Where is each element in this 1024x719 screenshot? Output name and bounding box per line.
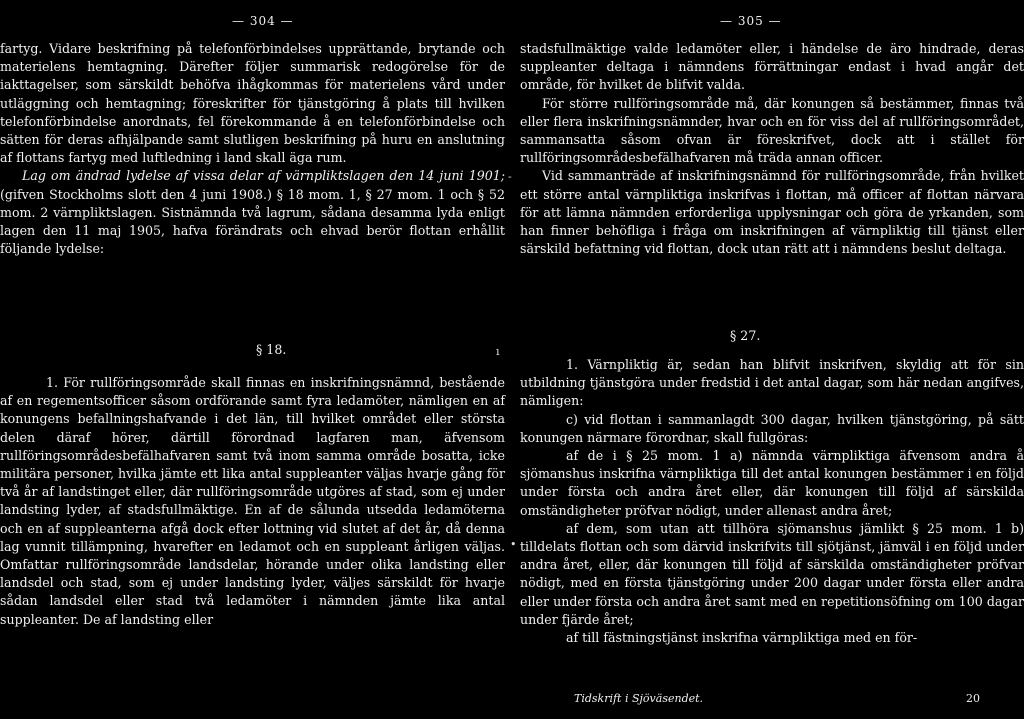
- right-body-bottom: [502, 356, 1024, 647]
- right-body-top: [502, 40, 1024, 258]
- law-reference: [0, 167, 505, 258]
- journal-title: Tidskrift i Sjöväsendet.: [574, 692, 704, 705]
- section-18-heading: § 18.: [256, 342, 287, 357]
- gutter-dot-icon: •: [510, 538, 517, 551]
- gutter-tick-icon: ı: [496, 345, 500, 358]
- page-number-left: — 304 —: [232, 14, 294, 28]
- page-number-right: — 305 —: [720, 14, 782, 28]
- left-body-top: [0, 40, 535, 258]
- right-page: [520, 0, 1024, 719]
- section-27-para-5: af till fästningstjänst inskrifna värnpliktiga med en för-: [566, 630, 918, 646]
- section-27-item-c: c) vid flottan i sammanlagdt 300 dagar, hvilken tjänstgöring, på sätt konungen närmare förordnar, skall fullgöras:: [520, 411, 1024, 445]
- section-27-heading: § 27.: [730, 328, 761, 343]
- left-page: [0, 0, 505, 719]
- left-paragraph-1: fartyg. Vidare beskrifning på telefonförbindelses upprättande, brytande och materielens hemtagning. Därefter följer summarisk redogörelse för de iakttagelser, som särskildt behöfva ihågkommas för materielens vård under utläggning och hemtagning; föreskrifter för tjänstgöring å plats till hvilken telefonförbindelse anordnats, fel förekommande å en telefonförbindelse och sätten för deras afhjälpande samt slutligen beskrifning på huru en anslutning af flottans fartyg med luftledning i land skall äga rum.: [0, 41, 505, 166]
- gutter-mark-icon: -: [508, 170, 512, 183]
- section-27-para-4: af dem, som utan att tillhöra sjömanshus jämlikt § 25 mom. 1 b) tilldelats flottan och som därvid inskrifvits till sjötjänst, jämväl i en följd under andra året, eller, där konungen till följd af särskilda omständigheter pröfvar nödigt, med en första tjänstgöring under 200 dagar under första eller andra eller under första och andra året samt med en repetitionsöfning om 100 dagar under fjärde året;: [520, 520, 1024, 627]
- law-title: Lag om ändrad lydelse af vissa delar af värnpliktslagen den 14 juni 1901;: [22, 168, 505, 184]
- left-body-bottom: [0, 374, 535, 629]
- right-paragraph-3: Vid sammanträde af inskrifningsnämnd för rullföringsområde, från hvilket ett större antal värnpliktiga inskrifvas i flottan, må officer af flottan närvara för att lämna nämnden erforderliga upplysningar och göra de yrkanden, som han finner behöfliga i fråga om inskrifningen af värnpliktig till tjänst eller särskild befattning vid flottan, dock utan rätt att i nämndens beslut deltaga.: [520, 168, 1024, 257]
- right-paragraph-1: stadsfullmäktige valde ledamöter eller, i händelse de äro hindrade, deras suppleanter deltaga i nämndens förrättningar endast i hvad angår det område, för hvilket de blifvit valda.: [520, 41, 1024, 93]
- section-27-para-3: af de i § 25 mom. 1 a) nämnda värnpliktiga äfvensom andra å sjömanshus inskrifna värnpliktiga till det antal konungen bestämmer i en följd under första och andra året eller, där konungen till följd af särskilda omständigheter pröfvar nödigt, under allenast andra året;: [520, 448, 1024, 518]
- section-27-mom-1: 1. Värnpliktig är, sedan han blifvit inskrifven, skyldig att för sin utbildning tjänstgöra under fredstid i det antal dagar, som här nedan angifves, nämligen:: [520, 357, 1024, 409]
- section-18-text: 1. För rullföringsområde skall finnas en inskrifningsnämnd, bestående af en regementsofficer såsom ordförande samt fyra ledamöter, nämligen en af konungens befallningshafvande i det län, till hvilket området eller största delen däraf hörer, därtill förordnad lagfaren man, äfvensom rullföringsområdesbefälhafvaren samt två inom samma område bosatta, icke militära personer, hvilka jämte ett lika antal suppleanter väljas hvarje gång för två år af landstinget eller, där rullföringsområde utgöres af stad, som ej under landsting lyder, af stadsfullmäktige. En af de sålunda utsedda ledamöterna och en af suppleanterna afgå dock efter lottning vid slutet af det år, då denna lag vunnit tillämpning, hvarefter en ledamot och en suppleant årligen väljas. Omfattar rullföringsområde landsdelar, hörande under olika landsting eller landsdel och stad, som ej under landsting lyder, väljes särskildt för hvarje sådan landsdel eller stad två ledamöter i nämnden jämte lika antal suppleanter. De af landsting eller: [0, 375, 505, 627]
- right-paragraph-2: För större rullföringsområde må, där konungen så bestämmer, finnas två eller flera inskrifningsnämnder, hvar och en för viss del af rullföringsområdet, sammansatta såsom ofvan är föreskrifvet, dock att i stället för rullföringsområdesbefälhafvaren må träda annan officer.: [520, 95, 1024, 166]
- signature-number: 20: [966, 692, 980, 705]
- law-rest: (gifven Stockholms slott den 4 juni 1908.) § 18 mom. 1, § 27 mom. 1 och § 52 mom. 2 värnpliktslagen. Sistnämnda två lagrum, sådana desamma lyda enligt lagen den 11 maj 1905, hafva förändrats och ehvad berör flottan erhållit följande lydelse:: [0, 186, 505, 257]
